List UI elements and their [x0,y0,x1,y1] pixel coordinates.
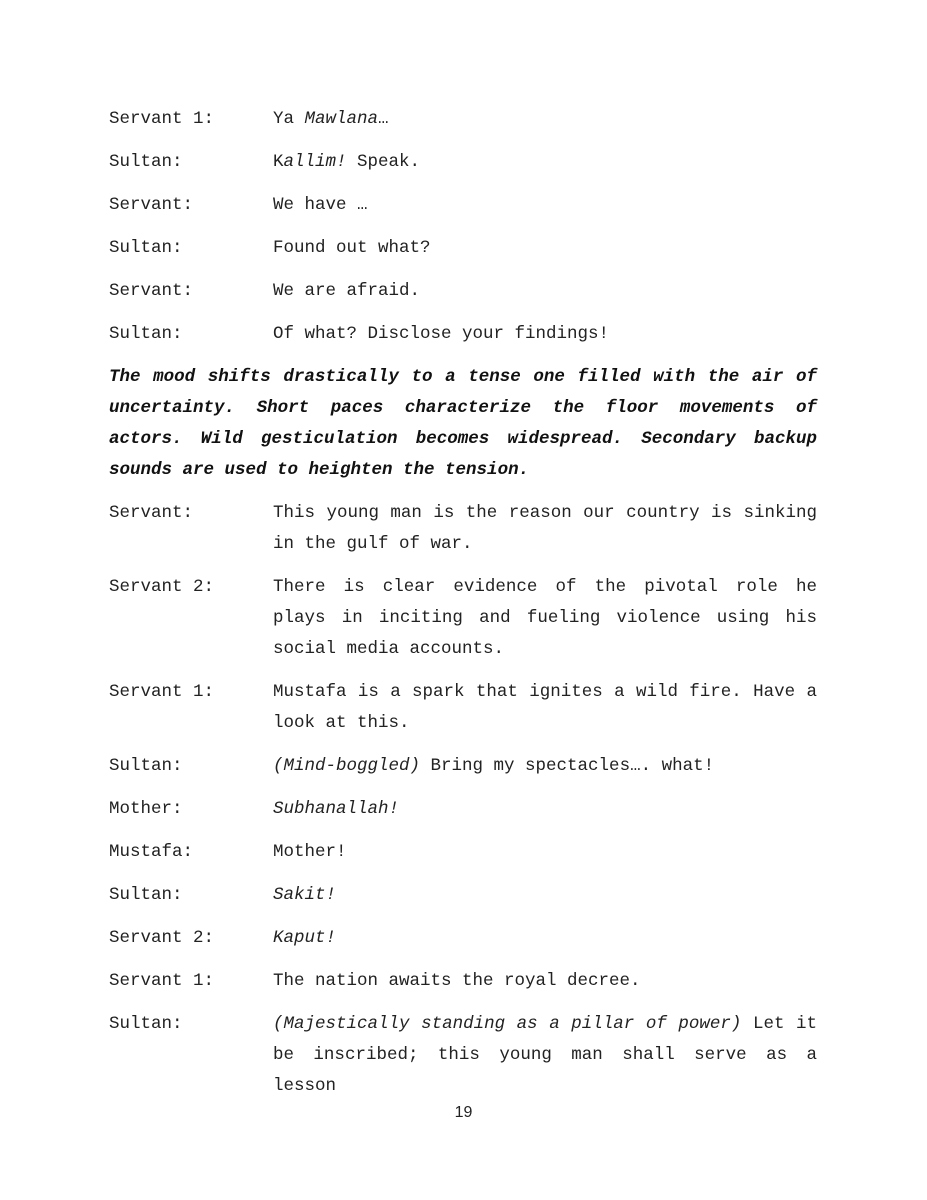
speaker-name: Servant: [109,503,194,523]
dialogue-fragment: The nation awaits the royal decree. [273,971,641,991]
dialogue-text [273,880,817,911]
speaker-name: Servant: [109,195,194,215]
dialogue-fragment: This young man is the reason our country is sinking in the gulf of war. [273,503,817,554]
dialogue-text [273,319,817,350]
dialogue-text [273,837,817,868]
dialogue-fragment: Of what? Disclose your findings! [273,324,610,344]
speaker-name: Sultan: [109,885,183,905]
dialogue-text [273,190,817,221]
dialogue-text [273,104,817,135]
speaker-name: Servant 1: [109,682,215,702]
italic-dialogue-fragment: (Majestically standing as a pillar of power) [273,1014,742,1034]
dialogue-text [273,966,817,997]
dialogue-fragment: Found out what? [273,238,431,258]
dialogue-line [109,147,817,178]
dialogue-text [273,276,817,307]
page-number: 19 [454,1104,473,1121]
speaker-name: Servant: [109,281,194,301]
italic-dialogue-fragment: (Mind-boggled) [273,756,421,776]
dialogue-text [273,751,817,782]
dialogue-text [273,572,817,665]
italic-dialogue-fragment: allim! [283,152,347,172]
speaker-name: Mother: [109,799,183,819]
italic-dialogue-fragment: Kaput! [273,928,337,948]
italic-dialogue-fragment: Sakit! [273,885,337,905]
dialogue-fragment: We have … [273,195,368,215]
dialogue-text [273,233,817,264]
script-body [109,104,817,1114]
dialogue-line [109,498,817,560]
dialogue-line [109,794,817,825]
italic-dialogue-fragment: Subhanallah! [273,799,400,819]
stage-direction: The mood shifts drastically to a tense one filled with the air of uncertainty. Short paces characterize the floor movements of actors. Wild gesticulation becomes widespread. Secondary backup sounds are used to heighten the tension. [109,367,817,480]
dialogue-fragment: Mustafa is a spark that ignites a wild fire. Have a look at this. [273,682,817,733]
dialogue-fragment: K [273,152,284,172]
speaker-name: Sultan: [109,1014,183,1034]
dialogue-fragment: Let it be inscribed; this young man shall serve as a lesson [273,1014,818,1096]
dialogue-fragment: Speak. [346,152,421,172]
dialogue-text [273,794,817,825]
dialogue-fragment: Bring my spectacles…. what! [420,756,715,776]
dialogue-text [273,923,817,954]
dialogue-text [273,147,817,178]
dialogue-text [273,677,817,739]
speaker-name: Servant 2: [109,577,215,597]
dialogue-fragment: Ya [273,109,305,129]
dialogue-line [109,751,817,782]
speaker-name: Sultan: [109,152,183,172]
dialogue-line [109,837,817,868]
dialogue-line [109,1009,817,1102]
dialogue-line [109,923,817,954]
dialogue-fragment: Mother! [273,842,347,862]
dialogue-line [109,572,817,665]
speaker-name: Servant 1: [109,971,215,991]
dialogue-line [109,677,817,739]
speaker-name: Sultan: [109,238,183,258]
italic-dialogue-fragment: Mawlana [304,109,379,129]
speaker-name: Servant 1: [109,109,215,129]
dialogue-line [109,966,817,997]
dialogue-fragment: … [378,109,389,129]
dialogue-fragment: There is clear evidence of the pivotal role he plays in inciting and fueling violence using his social media accounts. [273,577,817,659]
speaker-name: Sultan: [109,756,183,776]
dialogue-text [273,498,817,560]
dialogue-line [109,880,817,911]
dialogue-text [273,1009,817,1102]
dialogue-line [109,233,817,264]
dialogue-line [109,104,817,135]
speaker-name: Mustafa: [109,842,194,862]
dialogue-line [109,319,817,350]
dialogue-line [109,190,817,221]
speaker-name: Servant 2: [109,928,215,948]
dialogue-fragment: We are afraid. [273,281,421,301]
dialogue-line [109,276,817,307]
speaker-name: Sultan: [109,324,183,344]
